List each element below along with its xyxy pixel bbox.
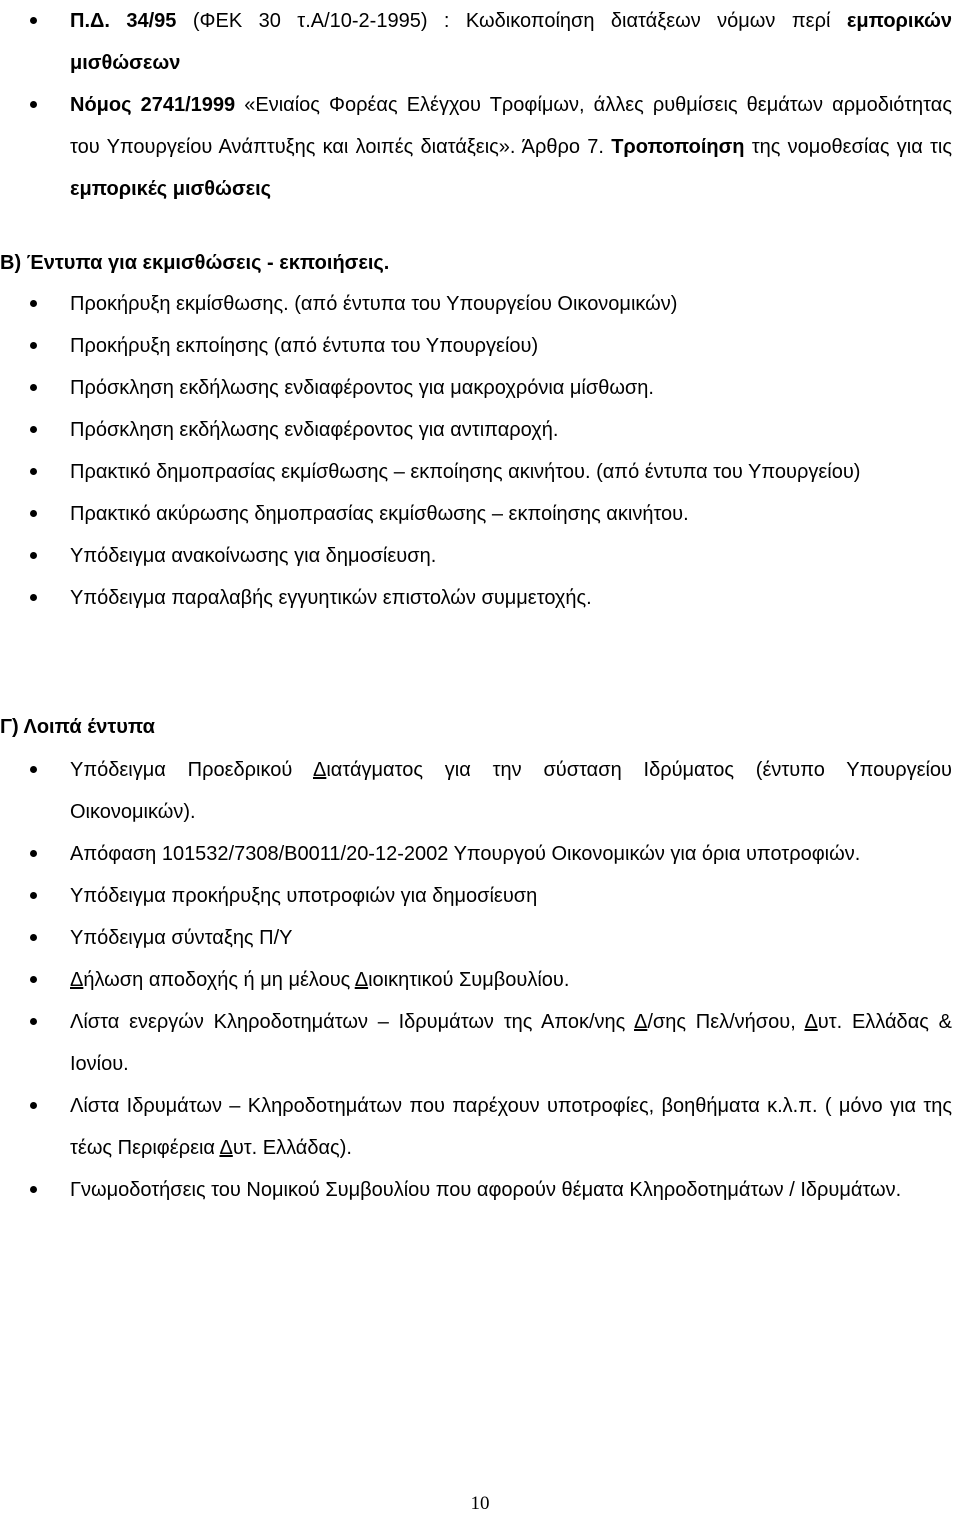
- list-item-text: Υπόδειγμα προκήρυξης υποτροφιών για δημοσίευση: [70, 885, 538, 907]
- bullet-icon: [30, 850, 37, 857]
- bullet-icon: [30, 934, 37, 941]
- list-item-text: (ΦΕΚ 30 τ.Α/10-2-1995) : Κωδικοποίηση διατάξεων νόμων περί: [176, 10, 847, 32]
- list-item: [0, 493, 956, 535]
- list-item: [0, 283, 956, 325]
- section-b-heading: Β) Έντυπα για εκμισθώσεις - εκποιήσεις.: [0, 252, 390, 274]
- list-item-text: Δ: [312, 759, 327, 781]
- list-item-text: Γνωμοδοτήσεις του Νομικού Συμβουλίου που αφορούν θέματα Κληροδοτημάτων / Ιδρυμάτων.: [70, 1179, 902, 1201]
- list-item-text: Πρόσκληση εκδήλωσης ενδιαφέροντος για μακροχρόνια μίσθωση.: [70, 377, 654, 399]
- list-item: [0, 0, 956, 84]
- bullet-icon: [30, 510, 37, 517]
- list-item: [0, 577, 956, 619]
- page-number: 10: [470, 1493, 490, 1514]
- list-item: [0, 959, 956, 1001]
- list-item: [0, 1169, 956, 1211]
- list-item: [0, 1085, 956, 1169]
- bullet-icon: [30, 552, 37, 559]
- list-item-text: ιατάγματος για την σύσταση Ιδρύματος (έντυπο Υπουργείου Οικονομικών).: [70, 759, 952, 823]
- list-item-text: Προκήρυξη εκμίσθωσης. (από έντυπα του Υπουργείου Οικονομικών): [70, 293, 678, 315]
- list-item-text: Νόμος 2741/1999: [70, 94, 236, 116]
- section-c-heading: Γ) Λοιπά έντυπα: [0, 716, 155, 738]
- list-item-text: Υπόδειγμα ανακοίνωσης για δημοσίευση.: [70, 545, 437, 567]
- list-item: [0, 409, 956, 451]
- list-item-text: Λίστα Ιδρυμάτων – Κληροδοτημάτων που παρέχουν υποτροφίες, βοηθήματα κ.λ.π. ( μόνο για της τέως Περιφέρεια: [70, 1095, 952, 1159]
- list-item-text: της νομοθεσίας για τις: [744, 136, 952, 158]
- list-item: [0, 749, 956, 833]
- list-item: [0, 325, 956, 367]
- list-item-text: Λίστα ενεργών Κληροδοτημάτων – Ιδρυμάτων της Αποκ/νης: [70, 1011, 634, 1033]
- list-item-text: Πρακτικό ακύρωσης δημοπρασίας εκμίσθωσης – εκποίησης ακινήτου.: [70, 503, 689, 525]
- bullet-icon: [30, 1102, 37, 1109]
- list-item: [0, 917, 956, 959]
- list-item-text: Προκήρυξη εκποίησης (από έντυπα του Υπουργείου): [70, 335, 539, 357]
- list-item: [0, 84, 956, 210]
- bullet-icon: [30, 426, 37, 433]
- legislation-list: [0, 0, 956, 210]
- list-item-text: Δ: [219, 1137, 233, 1159]
- list-item: [0, 875, 956, 917]
- bullet-icon: [30, 17, 37, 24]
- list-item-text: Υπόδειγμα Προεδρικού: [70, 759, 313, 781]
- list-item: [0, 1001, 956, 1085]
- list-item-text: Δ: [633, 1011, 648, 1033]
- bullet-icon: [30, 1018, 37, 1025]
- list-item: [0, 535, 956, 577]
- list-item-text: Υπόδειγμα σύνταξης Π/Υ: [70, 927, 293, 949]
- list-item-text: υτ. Ελλάδας).: [232, 1137, 352, 1159]
- bullet-icon: [30, 892, 37, 899]
- list-item-text: /σης Πελ/νήσου,: [647, 1011, 805, 1033]
- bullet-icon: [30, 468, 37, 475]
- bullet-icon: [30, 594, 37, 601]
- list-item-text: Δ: [354, 969, 369, 991]
- bullet-icon: [30, 101, 37, 108]
- bullet-icon: [30, 976, 37, 983]
- list-item-text: «Ενιαίος Φορέας Ελέγχου Τροφίμων, άλλες ρυθμίσεις θεμάτων αρμοδιότητας του Υπουργείου Ανάπτυξης και λοιπές διατάξεις». Άρθρο 7.: [70, 94, 952, 158]
- list-item-text: εμπορικές μισθώσεις: [70, 178, 272, 200]
- list-item: [0, 367, 956, 409]
- other-forms-list: [0, 749, 956, 1211]
- list-item-text: Πρακτικό δημοπρασίας εκμίσθωσης – εκποίησης ακινήτου. (από έντυπα του Υπουργείου): [70, 461, 861, 483]
- bullet-icon: [30, 300, 37, 307]
- bullet-icon: [30, 1186, 37, 1193]
- bullet-icon: [30, 766, 37, 773]
- list-item-text: Απόφαση 101532/7308/Β0011/20-12-2002 Υπουργού Οικονομικών για όρια υποτροφιών.: [70, 843, 861, 865]
- bullet-icon: [30, 384, 37, 391]
- list-item: [0, 451, 956, 493]
- list-item-text: εμπορικών μισθώσεων: [70, 10, 952, 74]
- list-item-text: Δ: [70, 969, 84, 991]
- list-item-text: υτ. Ελλάδας & Ιονίου.: [70, 1011, 952, 1075]
- list-item-text: Υπόδειγμα παραλαβής εγγυητικών επιστολών συμμετοχής.: [70, 587, 592, 609]
- list-item-text: ήλωση αποδοχής ή μη μέλους: [83, 969, 355, 991]
- bullet-icon: [30, 342, 37, 349]
- list-item-text: ιοικητικού Συμβουλίου.: [368, 969, 570, 991]
- leasing-forms-list: [0, 283, 956, 619]
- list-item: [0, 833, 956, 875]
- list-item-text: Π.Δ. 34/95: [70, 10, 177, 32]
- list-item-text: Πρόσκληση εκδήλωσης ενδιαφέροντος για αντιπαροχή.: [70, 419, 559, 441]
- list-item-text: Τροποποίηση: [611, 136, 745, 158]
- list-item-text: Δ: [804, 1011, 818, 1033]
